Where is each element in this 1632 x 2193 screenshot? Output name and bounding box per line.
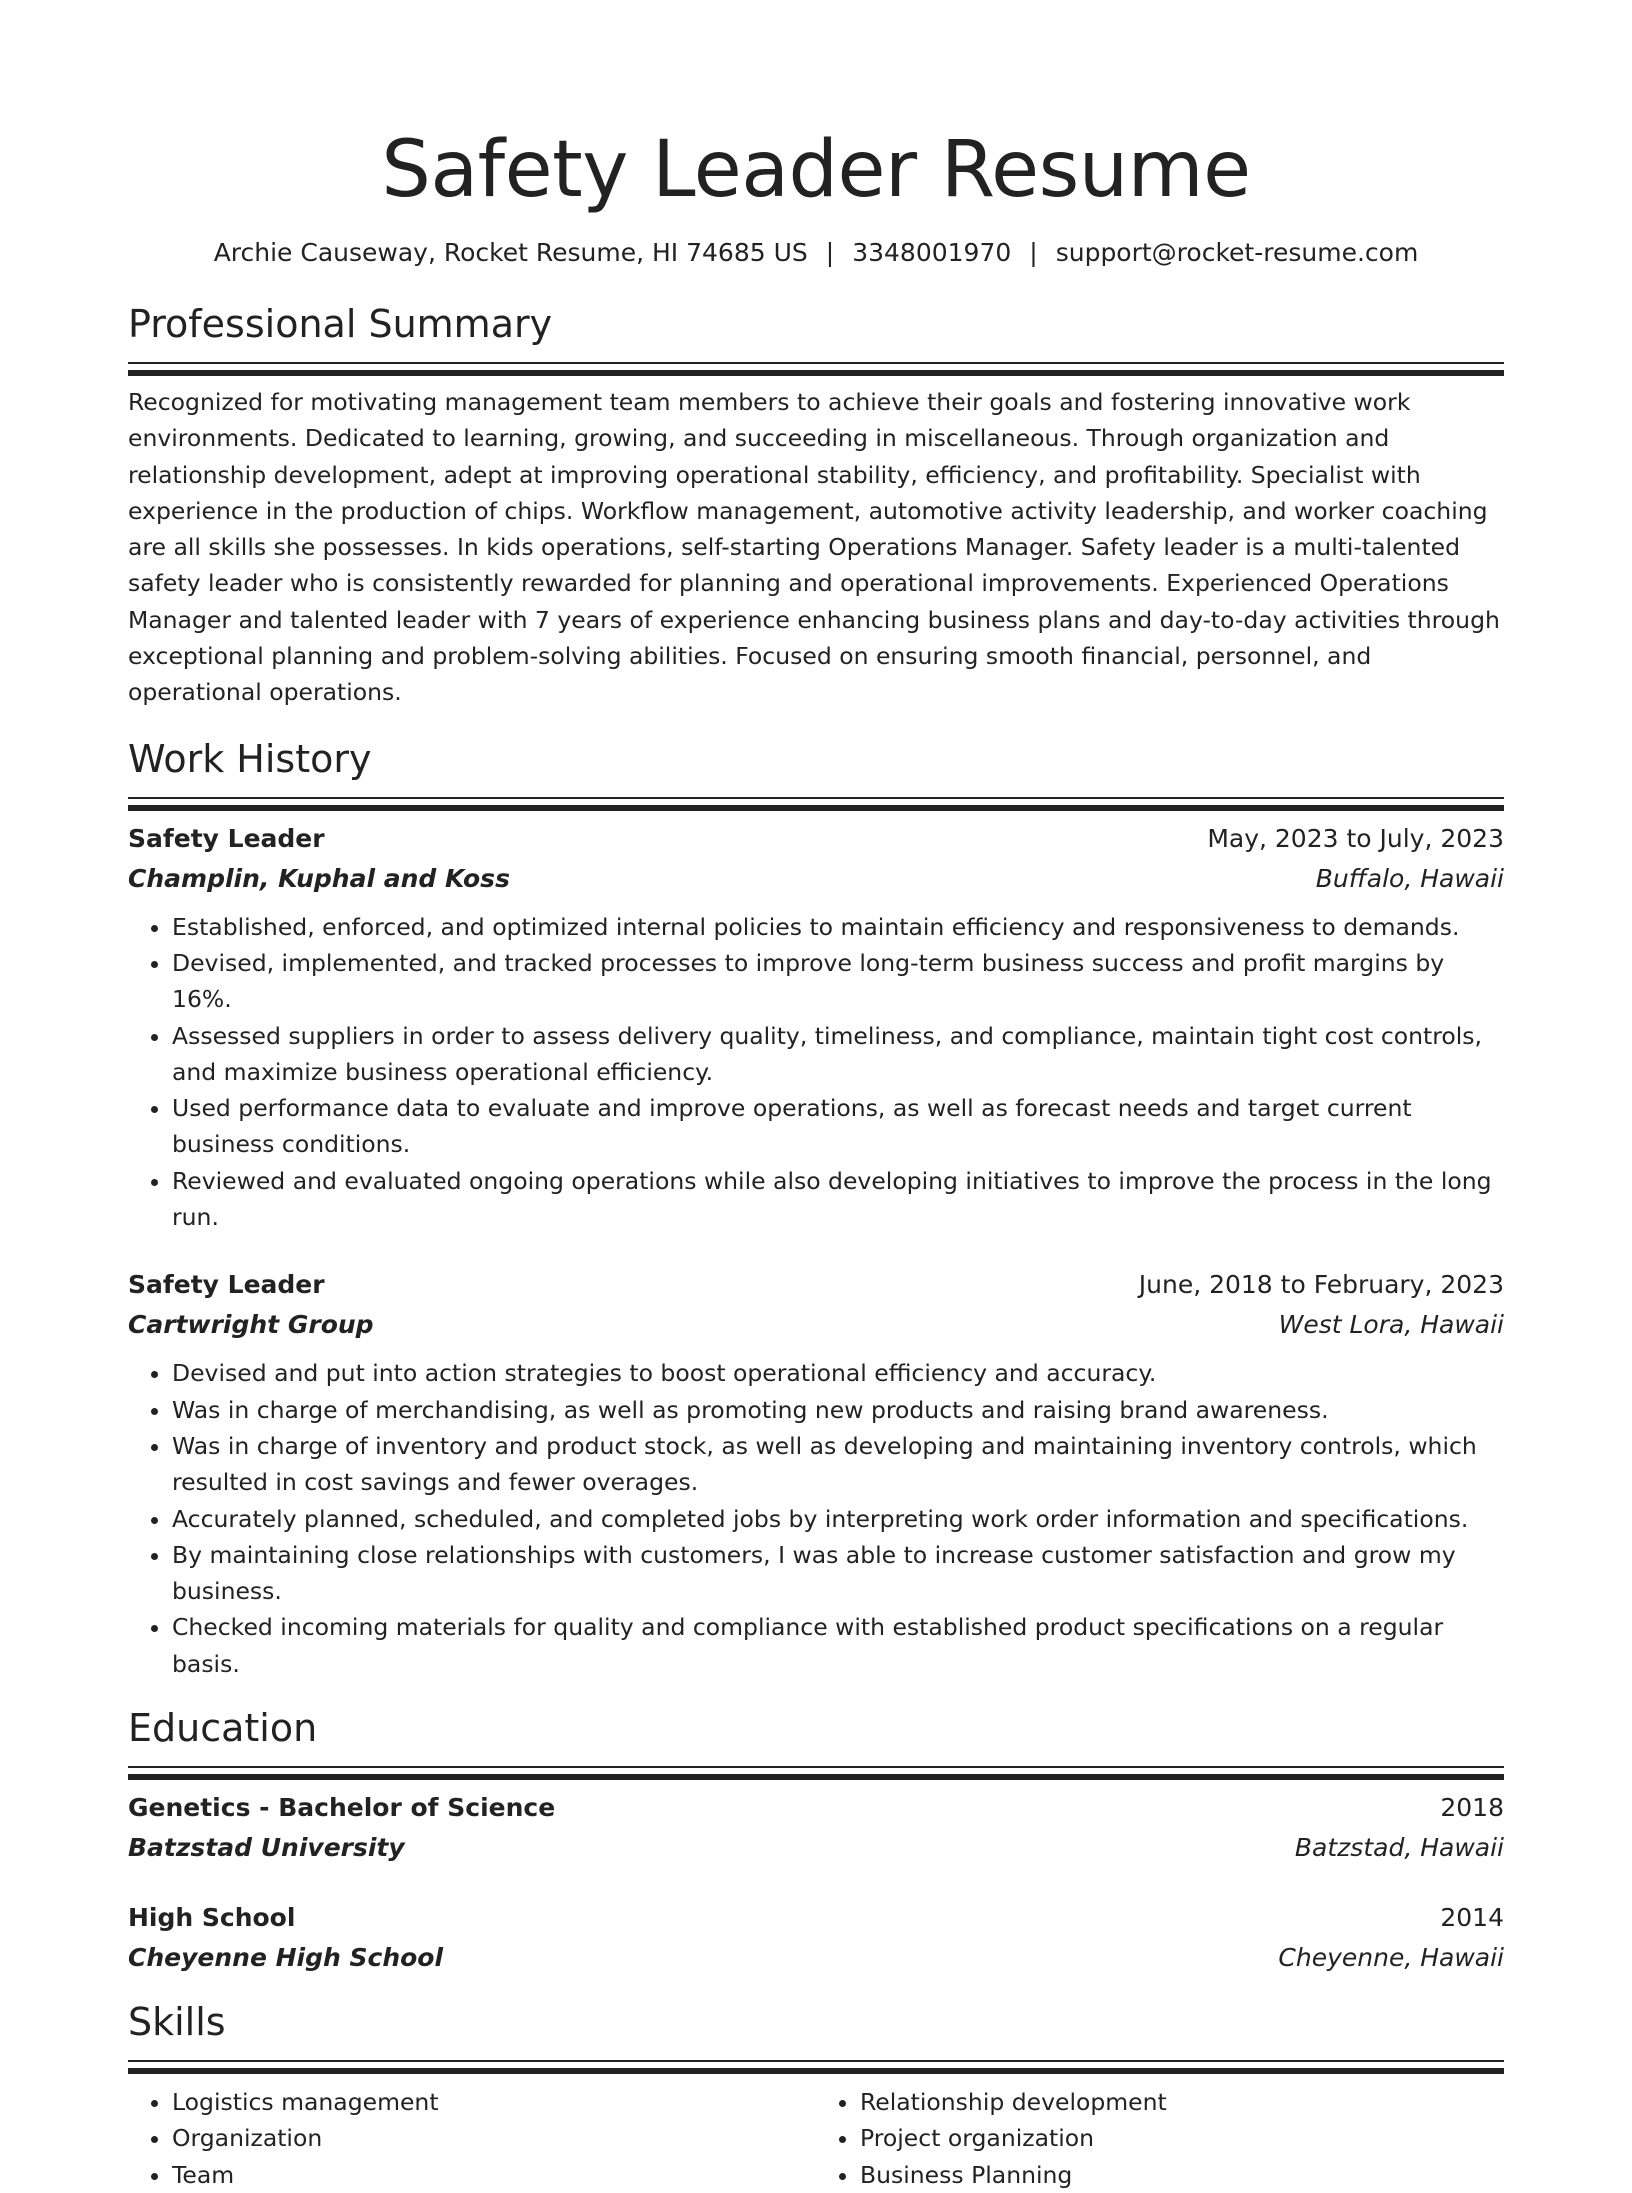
contact-separator: | — [1029, 238, 1038, 267]
resume-page — [128, 0, 1504, 2193]
education-entry — [128, 1790, 1504, 1866]
contact-email: support@rocket-resume.com — [1055, 238, 1419, 267]
list-item: • Was in charge of merchandising, as well as promoting new products and raising brand awareness. — [172, 1392, 1504, 1428]
section-divider — [128, 2060, 1504, 2074]
school-name: Batzstad University — [128, 1833, 405, 1863]
section-heading: Skills — [128, 2000, 226, 2045]
summary-section — [128, 300, 1504, 711]
list-item: • Devised, implemented, and tracked processes to improve long-term business success and profit margins by 16%. — [172, 945, 1504, 1018]
list-item: • Reviewed and evaluated ongoing operations while also developing initiatives to improve the process in the long run. — [172, 1163, 1504, 1236]
section-divider — [128, 362, 1504, 376]
section-divider — [128, 797, 1504, 811]
section-heading: Professional Summary — [128, 302, 553, 346]
school-location: Cheyenne, Hawaii — [1278, 1943, 1504, 1973]
section-heading: Work History — [128, 736, 372, 781]
graduation-year: 2014 — [1440, 1903, 1504, 1933]
job-location: West Lora, Hawaii — [1278, 1310, 1504, 1340]
contact-address: Archie Causeway, Rocket Resume, HI 74685 US — [213, 238, 808, 267]
list-item: • Assessed suppliers in order to assess delivery quality, timeliness, and compliance, maintain tight cost controls, and maximize business operational efficiency. — [172, 1018, 1504, 1091]
list-item: • Checked incoming materials for quality and compliance with established product specifications on a regular basis. — [172, 1609, 1504, 1682]
contact-line — [128, 236, 1504, 270]
list-item: • Established, enforced, and optimized internal policies to maintain efficiency and responsiveness to demands. — [172, 909, 1504, 945]
list-item: • Devised and put into action strategies to boost operational efficiency and accuracy. — [172, 1355, 1504, 1391]
skill-item: • Project organization — [860, 2120, 1504, 2156]
education-entry — [128, 1900, 1504, 1976]
summary-text: Recognized for motivating management team members to achieve their goals and fostering innovative work environments. Dedicated to learning, growing, and succeeding in miscellaneous. Through organization and relationship development, adept at improving operational stability, efficiency, and profitability. Specialist with experience in the production of chips. Workflow management, automotive activity leadership, and worker coaching are all skills she possesses. In kids operations, self-starting Operations Manager. Safety leader is a multi-talented safety leader who is consistently rewarded for planning and operational improvements. Experienced Operations Manager and talented leader with 7 years of experience enhancing business plans and day-to-day activities through exceptional planning and problem-solving abilities. Focused on ensuring smooth financial, personnel, and operational operations. — [128, 388, 1500, 707]
section-heading: Education — [128, 1706, 318, 1751]
school-location: Batzstad, Hawaii — [1294, 1833, 1504, 1863]
skill-item: • Team — [172, 2157, 816, 2193]
resume-title: Safety Leader Resume — [381, 125, 1251, 215]
degree-name: High School — [128, 1903, 296, 1933]
job-entry — [128, 821, 1504, 1236]
contact-separator: | — [825, 238, 835, 267]
list-item: • Was in charge of inventory and product stock, as well as developing and maintaining inventory controls, which resulted in cost savings and fewer overages. — [172, 1428, 1504, 1501]
skills-section — [128, 1998, 1504, 2193]
job-location: Buffalo, Hawaii — [1315, 863, 1504, 893]
section-divider — [128, 1766, 1504, 1780]
skills-columns — [128, 2074, 1504, 2193]
job-entry — [128, 1267, 1504, 1682]
skill-item: • Business Planning — [860, 2157, 1504, 2193]
job-title: Safety Leader — [128, 823, 325, 853]
list-item: • By maintaining close relationships with customers, I was able to increase customer satisfaction and grow my business. — [172, 1537, 1504, 1610]
school-name: Cheyenne High School — [128, 1943, 444, 1973]
job-dates: June, 2018 to February, 2023 — [1138, 1270, 1504, 1300]
job-bullets — [128, 909, 1504, 1236]
company-name: Cartwright Group — [128, 1310, 374, 1340]
job-dates: May, 2023 to July, 2023 — [1207, 823, 1504, 853]
skills-list-left — [128, 2084, 816, 2193]
job-title: Safety Leader — [128, 1270, 325, 1300]
job-bullets — [128, 1355, 1504, 1682]
degree-name: Genetics - Bachelor of Science — [128, 1793, 556, 1823]
skill-item: • Logistics management — [172, 2084, 816, 2120]
company-name: Champlin, Kuphal and Koss — [128, 863, 510, 893]
list-item: • Used performance data to evaluate and improve operations, as well as forecast needs and target current business conditions. — [172, 1090, 1504, 1163]
contact-phone: 3348001970 — [852, 238, 1012, 267]
graduation-year: 2018 — [1440, 1793, 1504, 1823]
skills-list-right — [816, 2084, 1504, 2193]
work-history-section — [128, 735, 1504, 1682]
skill-item: • Organization — [172, 2120, 816, 2156]
education-section — [128, 1704, 1504, 1976]
skill-item: • Relationship development — [860, 2084, 1504, 2120]
list-item: • Accurately planned, scheduled, and completed jobs by interpreting work order information and specifications. — [172, 1501, 1504, 1537]
